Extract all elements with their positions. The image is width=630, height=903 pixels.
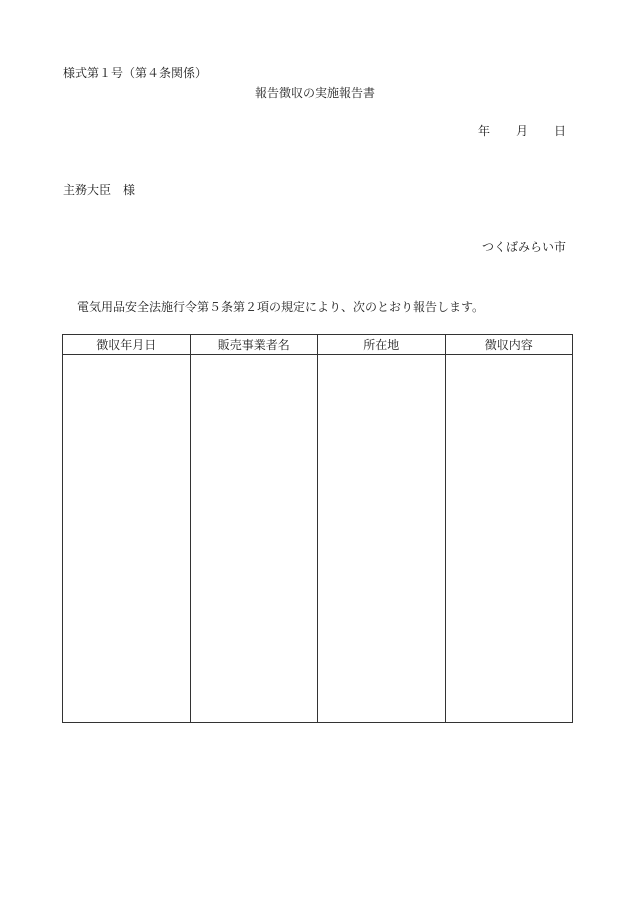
report-table — [62, 334, 573, 723]
column-header-collection-date: 徴収年月日 — [63, 335, 191, 355]
column-header-business-name: 販売事業者名 — [190, 335, 318, 355]
cell-collection-content[interactable] — [445, 355, 573, 723]
sender-name: つくばみらい市 — [481, 240, 566, 254]
recipient-honorific: 様 — [123, 183, 136, 197]
document-title: 報告徴収の実施報告書 — [254, 86, 375, 100]
column-header-collection-content: 徴収内容 — [445, 335, 573, 355]
form-number: 様式第１号（第４条関係） — [63, 66, 208, 80]
cell-business-name[interactable] — [190, 355, 318, 723]
date-line — [478, 124, 566, 138]
cell-location[interactable] — [318, 355, 446, 723]
body-text: 電気用品安全法施行令第５条第２項の規定により、次のとおり報告します。 — [77, 300, 485, 314]
cell-collection-date[interactable] — [63, 355, 191, 723]
table-header-row — [63, 335, 573, 355]
table-row — [63, 355, 573, 723]
recipient-name: 主務大臣 — [63, 183, 112, 197]
column-header-location: 所在地 — [318, 335, 446, 355]
date-month-label: 月 — [515, 124, 528, 138]
date-year-label: 年 — [477, 124, 490, 138]
date-day-label: 日 — [553, 124, 566, 138]
recipient — [63, 183, 135, 197]
